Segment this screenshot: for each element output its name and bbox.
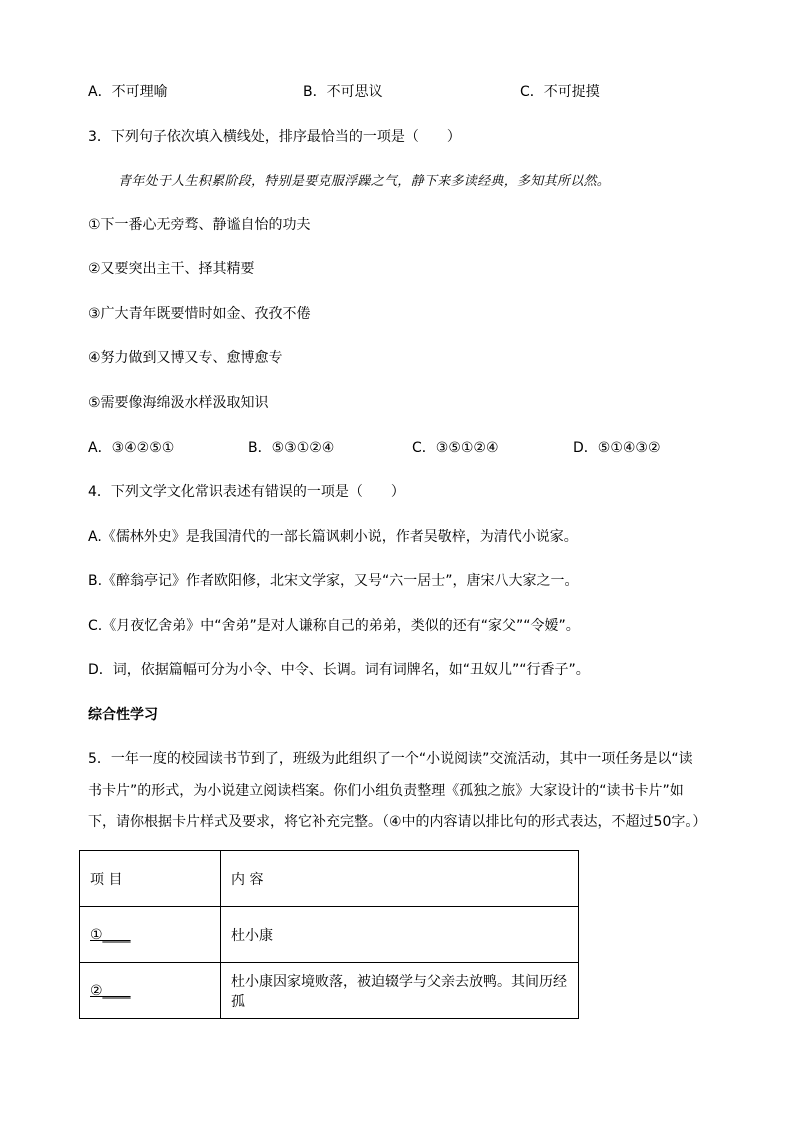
q3-option-a: A．③④②⑤① bbox=[88, 440, 175, 456]
q3-option-c: C．③⑤①②④ bbox=[412, 440, 499, 456]
q5-line-2: 书卡片”的形式，为小说建立阅读档案。你们小组负责整理《孤独之旅》大家设计的“读书卡片”如 bbox=[88, 783, 684, 799]
q2-option-c: C．不可捉摸 bbox=[520, 84, 600, 100]
table-row bbox=[80, 963, 579, 1019]
table-header-content: 内 容 bbox=[221, 851, 579, 907]
q4-option-b: B.《醉翁亭记》作者欧阳修，北宋文学家，又号“六一居士”，唐宋八大家之一。 bbox=[88, 573, 579, 589]
q3-item-4: ④努力做到又博又专、愈博愈专 bbox=[88, 350, 283, 366]
q2-option-b: B．不可思议 bbox=[303, 84, 383, 100]
table-row bbox=[80, 907, 579, 963]
q4-option-a: A.《儒林外史》是我国清代的一部长篇讽刺小说，作者吴敬梓，为清代小说家。 bbox=[88, 529, 578, 545]
q3-item-3: ③广大青年既要惜时如金、孜孜不倦 bbox=[88, 306, 311, 322]
q4-option-c: C.《月夜忆舍弟》中“舍弟”是对人谦称自己的弟弟，类似的还有“家父”“令嫒”。 bbox=[88, 618, 580, 634]
q3-item-2: ②又要突出主干、择其精要 bbox=[88, 261, 255, 277]
q5-line-1: 5．一年一度的校园读书节到了，班级为此组织了一个“小说阅读”交流活动，其中一项任务是以“读 bbox=[88, 751, 693, 767]
table-cell-content-2: 杜小康因家境败落，被迫辍学与父亲去放鸭。其间历经孤 bbox=[221, 963, 579, 1019]
q3-item-1: ①下一番心无旁骛、静谧自怡的功夫 bbox=[88, 217, 311, 233]
table-header-row bbox=[80, 851, 579, 907]
table-cell-item-2[interactable]: ②____ bbox=[80, 963, 221, 1019]
q5-line-3: 下，请你根据卡片样式及要求，将它补充完整。（④中的内容请以排比句的形式表达，不超过50字。） bbox=[88, 814, 707, 830]
section-title: 综合性学习 bbox=[88, 707, 158, 723]
q4-option-d: D．词，依据篇幅可分为小令、中令、长调。词有词牌名，如“丑奴儿”“行香子”。 bbox=[88, 662, 590, 678]
q3-stem: 3．下列句子依次填入横线处，排序最恰当的一项是（ ） bbox=[88, 129, 461, 145]
reading-card-table bbox=[79, 850, 579, 1019]
q2-option-a: A．不可理喻 bbox=[88, 84, 168, 100]
q4-stem: 4．下列文学文化常识表述有错误的一项是（ ） bbox=[88, 484, 405, 500]
q3-option-b: B．⑤③①②④ bbox=[248, 440, 335, 456]
table-header-item: 项 目 bbox=[80, 851, 221, 907]
q3-option-d: D．⑤①④③② bbox=[573, 440, 661, 456]
q3-quote: 青年处于人生积累阶段，特别是要克服浮躁之气，静下来多读经典，多知其所以然。 bbox=[118, 174, 611, 189]
table-cell-item-1[interactable]: ①____ bbox=[80, 907, 221, 963]
q3-item-5: ⑤需要像海绵汲水样汲取知识 bbox=[88, 395, 269, 411]
table-cell-content-1: 杜小康 bbox=[221, 907, 579, 963]
